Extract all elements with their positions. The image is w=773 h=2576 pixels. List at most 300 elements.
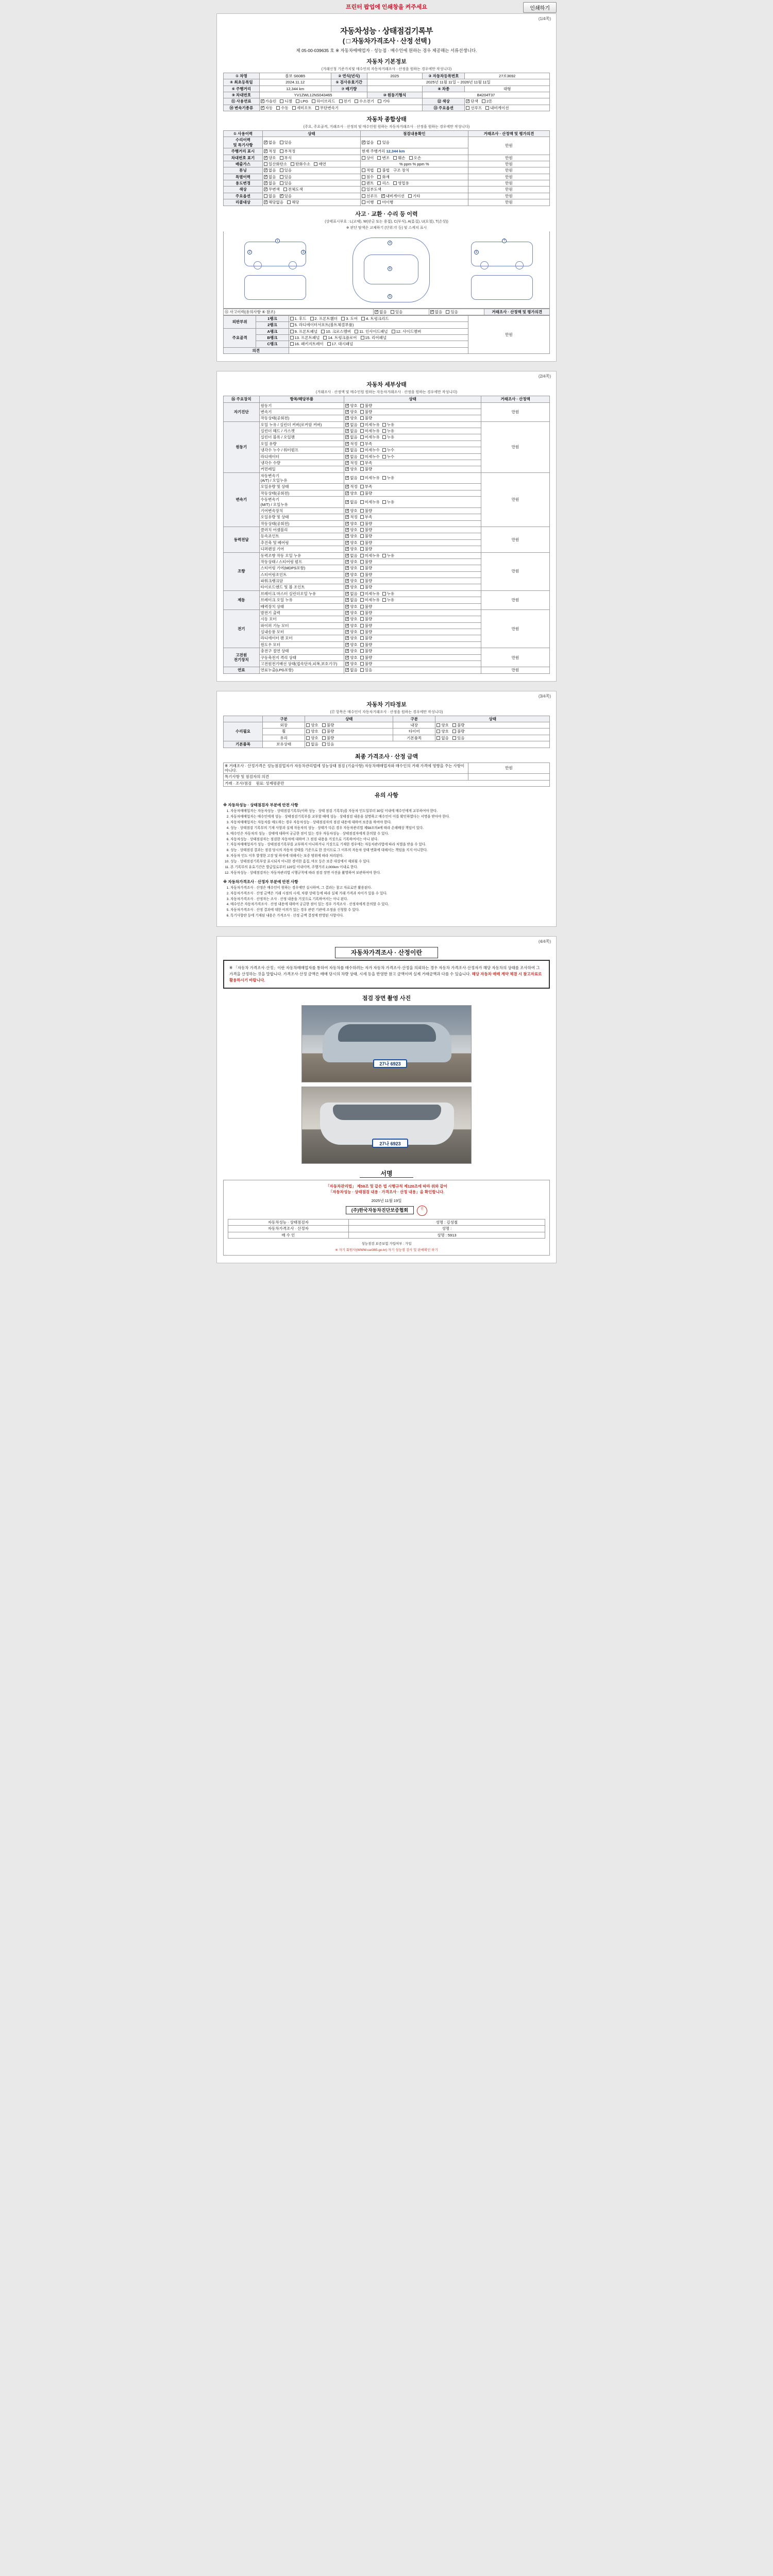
row-label-recall: 리콜대상 — [224, 199, 263, 206]
tire-good[interactable]: 양호 — [436, 729, 449, 734]
value-first-reg: 2024.11.12 — [259, 79, 331, 86]
use-yes[interactable]: 있음 — [280, 181, 292, 185]
detail-opt-2-3-2[interactable]: 누유 — [382, 500, 395, 504]
etc-name-exterior: 외장 — [262, 722, 305, 728]
detail-opt-8-0-1[interactable]: 있음 — [360, 668, 373, 672]
notice-list-1 — [230, 809, 550, 876]
table-row — [228, 1219, 545, 1226]
detail-opt-1-0-0[interactable]: ✓ 없음 — [345, 422, 358, 427]
accident-opinion-head: 거래조사 · 산정액 및 평가의견 — [484, 309, 550, 315]
legend-item-packagetray[interactable]: 16. 패키지트레이 — [290, 342, 324, 346]
detail-opt-4-1-0[interactable]: ✓ 양호 — [345, 560, 358, 564]
detail-opt-1-6-1[interactable]: 부족 — [360, 461, 373, 465]
detail-opt-5-0-0[interactable]: ✓ 없음 — [345, 591, 358, 596]
page-4 — [216, 936, 557, 1263]
fuel-opt-3[interactable]: 하이브리드 — [312, 99, 335, 104]
detail-opt-1-2-0[interactable]: ✓ 없음 — [345, 435, 358, 439]
detail-opt-4-5-1[interactable]: 불량 — [360, 585, 373, 589]
vin-diff[interactable]: 상이 — [362, 156, 374, 160]
detail-opt-2-1-0[interactable]: ✓ 적정 — [345, 484, 358, 489]
notice-section-1-head: ※ 자동차성능 · 상태점검자 부분에 안전 사항 — [223, 803, 298, 808]
color-opt-0[interactable]: ✓ 단색 — [466, 99, 478, 104]
trans-opt-2[interactable]: 세미오토 — [292, 106, 312, 110]
vin-mod[interactable]: 변조 — [377, 156, 390, 160]
detail-item-1-5: 라디에이터 — [259, 453, 344, 460]
detail-item-1-6: 냉각수 수량 — [259, 460, 344, 466]
detail-opt-0-0-1[interactable]: 불량 — [360, 403, 373, 408]
detail-group-6: 전기 — [224, 609, 260, 648]
detail-status-5-1 — [344, 597, 481, 603]
etc-label-basic: 기본품목 — [224, 741, 263, 748]
detail-opt-1-7-1[interactable]: 불량 — [360, 467, 373, 471]
page-number-1: (1/4쪽) — [538, 16, 551, 21]
detail-opt-5-1-1[interactable]: 미세누유 — [360, 598, 380, 602]
table-row — [224, 167, 550, 174]
detail-opt-0-1-1[interactable]: 불량 — [360, 410, 373, 414]
detail-opt-3-3-0[interactable]: ✓ 양호 — [345, 547, 358, 551]
accident-yes[interactable]: 있음 — [391, 310, 403, 314]
etc-col-2: 상태 — [305, 716, 393, 722]
detail-opt-3-2-1[interactable]: 불량 — [360, 540, 373, 545]
page-3 — [216, 691, 557, 927]
license-plate-rear: 27나 6923 — [372, 1139, 408, 1148]
detail-opt-6-1-0[interactable]: ✓ 양호 — [345, 617, 358, 621]
value-vin: YV1ZWL12NS043465 — [259, 92, 367, 98]
row-label-tuning: 튜닝 — [224, 167, 263, 174]
diagram-side-right — [471, 242, 533, 266]
color-full[interactable]: 전체도색 — [283, 187, 303, 192]
detail-opt-7-2-1[interactable]: 불량 — [360, 662, 373, 666]
mainopt-sunroof[interactable]: 선루프 — [362, 194, 378, 198]
detail-opt-3-1-1[interactable]: 불량 — [360, 534, 373, 538]
special-yes[interactable]: 있음 — [280, 175, 292, 179]
detail-opt-4-0-1[interactable]: 미세누유 — [360, 553, 380, 558]
table-row — [224, 199, 550, 206]
detail-opt-7-0-1[interactable]: 불량 — [360, 649, 373, 653]
detail-status-3-0 — [344, 527, 481, 533]
inspection-photo-rear[interactable] — [301, 1087, 472, 1164]
row-state-vin — [262, 155, 360, 161]
detail-opt-4-5-0[interactable]: ✓ 양호 — [345, 585, 358, 589]
notice-item-0: 1. 자동차가격조사 · 산정은 매수인이 원하는 경우에만 실시하며, 그 결과는 참고 자료로만 활용된다. — [230, 886, 550, 891]
detail-status-1-1 — [344, 428, 481, 434]
inspection-photo-front[interactable] — [301, 1005, 472, 1082]
detail-opt-5-0-2[interactable]: 누유 — [382, 591, 395, 596]
special-note-label: 특기사항 및 점검자의 의견 — [224, 774, 468, 780]
vin-good[interactable]: ✓ 양호 — [264, 156, 276, 160]
detail-opt-6-0-0[interactable]: ✓ 양호 — [345, 611, 358, 615]
detail-status-2-5 — [344, 514, 481, 520]
detail-item-5-1: 브레이크 오일 누유 — [259, 597, 344, 603]
detail-opt-1-1-0[interactable]: ✓ 없음 — [345, 429, 358, 433]
trans-opt-0[interactable]: ✓ 자동 — [261, 106, 273, 110]
detail-opt-1-5-1[interactable]: 미세누수 — [360, 454, 380, 459]
detail-status-3-1 — [344, 533, 481, 539]
detail-item-7-2: 고전원전기배선 상태(접속단자,피복,보호기구) — [259, 660, 344, 667]
legend-item-crossmember[interactable]: 10. 크로스멤버 — [321, 329, 351, 334]
signature-date: 2025년 11월 19일 — [371, 1198, 402, 1204]
detail-opt-7-2-0[interactable]: ✓ 양호 — [345, 662, 358, 666]
fuel-options — [259, 98, 422, 105]
detail-opt-7-0-0[interactable]: ✓ 양호 — [345, 649, 358, 653]
detail-opt-2-6-0[interactable]: ✓ 양호 — [345, 521, 358, 526]
basic-yes[interactable]: 있음 — [452, 736, 465, 740]
detail-opt-0-2-0[interactable]: ✓ 양호 — [345, 416, 358, 420]
detail-opt-2-5-1[interactable]: 부족 — [360, 515, 373, 519]
detail-opt-6-3-0[interactable]: ✓ 양호 — [345, 630, 358, 634]
mainopt-etc[interactable]: 기타 — [408, 194, 421, 198]
detail-opt-6-5-0[interactable]: ✓ 양호 — [345, 642, 358, 647]
detail-opt-0-1-0[interactable]: ✓ 양호 — [345, 410, 358, 414]
etc-table — [223, 716, 550, 748]
provider-value: 원료: 성제평준만 — [256, 781, 284, 786]
row-label-mainopt: 주요옵션 — [224, 193, 263, 199]
detail-opt-7-1-1[interactable]: 불량 — [360, 655, 373, 660]
row-state-tuning — [262, 167, 360, 174]
detail-opt-6-4-0[interactable]: ✓ 양호 — [345, 636, 358, 640]
section-overall-title: 자동차 종합상태 — [366, 116, 407, 123]
legend-opinion: 만원 — [468, 315, 549, 353]
detail-opt-4-2-1[interactable]: 불량 — [360, 566, 373, 570]
detail-status-4-4 — [344, 578, 481, 584]
detail-status-3-2 — [344, 539, 481, 546]
row-label-mileage: 주행거리 표시 — [224, 148, 263, 155]
detail-opt-6-2-1[interactable]: 불량 — [360, 623, 373, 628]
detail-opt-5-2-1[interactable]: 불량 — [360, 604, 373, 609]
vin-damage[interactable]: 훼손 — [393, 156, 406, 160]
glass-good[interactable]: 양호 — [306, 736, 318, 740]
detail-opt-3-2-0[interactable]: ✓ 양호 — [345, 540, 358, 545]
detail-opt-1-4-2[interactable]: 누수 — [382, 448, 395, 452]
legend-item-frontpanel-b[interactable]: 13. 프론트패널 — [290, 335, 320, 340]
diagram-marker-2: 2 — [247, 250, 252, 255]
detail-opt-6-3-1[interactable]: 불량 — [360, 630, 373, 634]
special-none[interactable]: ✓ 없음 — [264, 175, 276, 179]
detail-opt-2-4-0[interactable]: ✓ 양호 — [345, 509, 358, 513]
signature-footnote: ※ 자기 회원사(WWW.car365.go.kr) 자기 성능점 검사 및 판매확인 하기 — [335, 1248, 438, 1252]
recall-yes[interactable]: 해당 — [287, 200, 299, 205]
tuning-illegal[interactable]: 불법 — [377, 168, 390, 173]
color-partial[interactable]: 일부도색 — [362, 187, 381, 192]
legend-item-rearpanel[interactable]: 15. 리어패널 — [361, 335, 387, 340]
detail-item-3-1: 등속죠인트 — [259, 533, 344, 539]
provider-row — [224, 780, 550, 786]
repair-check-none[interactable]: ✓ 없음 — [362, 140, 374, 145]
detail-opt-5-0-1[interactable]: 미세누유 — [360, 591, 380, 596]
emission-smoke[interactable]: 매연 — [314, 162, 326, 166]
detail-opt-1-2-2[interactable]: 누유 — [382, 435, 395, 439]
detail-opt-5-2-0[interactable]: ✓ 양호 — [345, 604, 358, 609]
detail-opt-1-7-0[interactable]: ✓ 양호 — [345, 467, 358, 471]
table-row — [224, 741, 550, 748]
legend-item-fender[interactable]: 2. 프론트휀더 — [310, 316, 338, 321]
label-vin: ⑨ 차대번호 — [224, 92, 260, 98]
diagram-marker-3: 3 — [301, 250, 306, 255]
final-price-title: 최종 가격조사 · 산정 금액 — [355, 753, 418, 760]
mainopt-none[interactable]: 없음 — [264, 194, 276, 198]
wheel-bad[interactable]: 불량 — [322, 729, 334, 734]
repair-none[interactable]: ✓없음 — [264, 140, 276, 145]
fuel-opt-2[interactable]: LPG — [296, 99, 308, 104]
detail-opt-1-4-0[interactable]: ✓ 없음 — [345, 448, 358, 452]
detail-opt-1-1-2[interactable]: 누유 — [382, 429, 395, 433]
use-biz[interactable]: 영업용 — [393, 181, 409, 185]
legend-item-radiator[interactable]: 5. 라디에이터서포트(볼트체결부품) — [290, 323, 354, 327]
signature-table — [228, 1219, 545, 1239]
detail-item-4-0: 동력조향 작동 오일 누유 — [259, 552, 344, 558]
sig-role-0: 자동차성능 · 상태점검자 — [228, 1219, 349, 1226]
detail-opt-2-1-1[interactable]: 부족 — [360, 484, 373, 489]
fuel-opt-0[interactable]: ✓ 가솔린 — [261, 99, 277, 104]
fuel-opt-4[interactable]: 전기 — [339, 99, 351, 104]
legend-item-trunk[interactable]: 4. 트렁크리드 — [361, 316, 389, 321]
detail-item-2-5: 오일유량 및 상태 — [259, 514, 344, 520]
section-etc-title: 자동차 기타정보 — [366, 701, 407, 708]
color-nochange[interactable]: ✓ 무변색 — [264, 187, 280, 192]
section-accident-title: 사고 · 교환 · 수리 등 이력 — [355, 211, 418, 217]
detail-opt-1-1-1[interactable]: 미세누유 — [360, 429, 380, 433]
special-fire[interactable]: 화재 — [377, 175, 390, 179]
detail-opt-2-0-1[interactable]: 미세누유 — [360, 476, 380, 480]
vin-rust[interactable]: 부식 — [280, 156, 292, 160]
fuel-opt-5[interactable]: 수소전기 — [355, 99, 374, 104]
detail-opt-4-3-0[interactable]: ✓ 양호 — [345, 572, 358, 577]
detail-opt-2-6-1[interactable]: 불량 — [360, 521, 373, 526]
legend-item-sidemember[interactable]: 12. 사이드멤버 — [392, 329, 422, 334]
tuning-legal[interactable]: 적법 — [362, 168, 374, 173]
detail-group-5: 제동 — [224, 590, 260, 609]
value-engine-type: B4204T37 — [423, 92, 550, 98]
tuning-none[interactable]: ✓ 없음 — [264, 168, 276, 173]
row-check-mainopt — [360, 193, 468, 199]
detail-opt-2-2-0[interactable]: ✓ 양호 — [345, 491, 358, 496]
detail-opt-0-0-0[interactable]: ✓ 양호 — [345, 403, 358, 408]
fuel-opt-6[interactable]: 기타 — [378, 99, 390, 104]
detail-opt-6-4-1[interactable]: 불량 — [360, 636, 373, 640]
tire-bad[interactable]: 불량 — [452, 729, 465, 734]
int-good[interactable]: 양호 — [436, 723, 449, 727]
guide-box — [223, 960, 550, 989]
repair-yes[interactable]: 있음 — [280, 140, 292, 145]
notice-item-10: 11. 본 기록부의 유효기간은 발급일로부터 120일 이내이며, 주행거리 2,000km 이내로 한다. — [230, 865, 550, 870]
legend-items-2 — [289, 322, 468, 328]
notice-item-4: 5. 자동차가격조사 · 산정 결과에 대한 이의가 있는 경우 관련 기관에 조정을 신청할 수 있다. — [230, 908, 550, 913]
basic-none[interactable]: 없음 — [436, 736, 449, 740]
signature-box — [223, 1180, 550, 1256]
opt-sunroof[interactable]: 선루프 — [466, 106, 482, 110]
detail-opt-4-0-0[interactable]: ✓ 없음 — [345, 553, 358, 558]
trans-opt-3[interactable]: 무단변속기 — [315, 106, 339, 110]
legend-item-hood[interactable]: 1. 후드 — [290, 316, 307, 321]
emission-co[interactable]: 일산화탄소 — [264, 162, 287, 166]
etc-name-hold: 보유상태 — [262, 741, 305, 748]
use-none[interactable]: ✓ 없음 — [264, 181, 276, 185]
detail-opt-1-3-0[interactable]: ✓ 적정 — [345, 442, 358, 446]
table-row — [224, 193, 550, 199]
tuning-yes[interactable]: 있음 — [280, 168, 292, 173]
print-warning: 프린터 팝업에 인쇄창을 켜주세요 — [346, 4, 427, 10]
detail-opt-2-0-0[interactable]: ✓없음 — [345, 476, 358, 480]
row-check-emission: % ppm % ppm % — [360, 161, 468, 167]
detail-table — [223, 396, 550, 674]
legend-item-trunkfloor[interactable]: 14. 트렁크플로어 — [323, 335, 357, 340]
detail-opt-2-2-1[interactable]: 불량 — [360, 491, 373, 496]
detail-status-1-3 — [344, 440, 481, 447]
legend-frame-label: 주요골격 — [224, 328, 256, 347]
legend-item-insidepanel[interactable]: 11. 인사이드패널 — [355, 329, 388, 334]
special-flood[interactable]: 침수 — [362, 175, 374, 179]
detail-item-1-2: 실린더 블록 / 오일팬 — [259, 434, 344, 440]
hold-yes[interactable]: 있음 — [322, 742, 334, 747]
print-button[interactable]: 인쇄하기 — [523, 2, 557, 13]
col-usage: ① 사용이력 — [224, 131, 263, 137]
accident-none[interactable]: ✓ 없음 — [375, 310, 387, 314]
recall-na[interactable]: ✓ 해당없음 — [264, 200, 283, 205]
detail-opt-3-0-1[interactable]: 불량 — [360, 528, 373, 532]
repair-check-yes[interactable]: 있음 — [377, 140, 390, 145]
recall-done[interactable]: 이행 — [362, 200, 374, 205]
detail-opt-2-3-0[interactable]: ✓없음 — [345, 500, 358, 504]
detail-opt-1-2-1[interactable]: 미세누유 — [360, 435, 380, 439]
value-plate: 27로3692 — [465, 73, 550, 79]
detail-opt-6-1-1[interactable]: 불량 — [360, 617, 373, 621]
opinion-repair: 만원 — [468, 137, 549, 155]
detail-opt-4-2-0[interactable]: ✓ 양호 — [345, 566, 358, 570]
label-displacement: ⑦ 배기량 — [331, 86, 367, 92]
table-row — [224, 137, 550, 148]
detail-estimate-7: 만원 — [481, 648, 550, 667]
signature-bottom: 성능점검 보증보험 가입여부 : 가입 — [361, 1242, 412, 1246]
row-check-usechange — [360, 180, 468, 187]
label-car-name: ① 차명 — [224, 73, 260, 79]
detail-opt-8-0-0[interactable]: ✓ 없음 — [345, 668, 358, 672]
detail-opt-1-5-0[interactable]: ✓ 없음 — [345, 454, 358, 459]
signature-confirm-2: 「자동차성능 · 상태점검 내용 · 가격조사 · 산정 내용」을 확인합니다. — [328, 1190, 445, 1195]
legend-comment-value — [289, 347, 468, 353]
row-state-color — [262, 187, 360, 193]
detail-opt-1-6-0[interactable]: ✓ 적정 — [345, 461, 358, 465]
wheel-good[interactable]: 양호 — [306, 729, 318, 734]
option-list — [465, 105, 550, 111]
opt-nav[interactable]: 내비게이션 — [485, 106, 509, 110]
sig-name-1: 성명 : — [348, 1226, 545, 1232]
detail-opt-1-0-2[interactable]: 누유 — [382, 422, 395, 427]
fuel-opt-1[interactable]: 디젤 — [280, 99, 292, 104]
ext-bad[interactable]: 불량 — [322, 723, 334, 727]
col-state: 상태 — [262, 131, 360, 137]
detail-opt-4-1-1[interactable]: 불량 — [360, 560, 373, 564]
row-state-repair — [262, 137, 360, 148]
table-row — [224, 105, 550, 111]
detail-opt-0-2-1[interactable]: 불량 — [360, 416, 373, 420]
detail-opt-2-4-1[interactable]: 불량 — [360, 509, 373, 513]
mileage-bad[interactable]: 부적정 — [280, 149, 296, 154]
table-row — [224, 155, 550, 161]
detail-opt-7-1-0[interactable]: ✓ 양호 — [345, 655, 358, 660]
detail-opt-2-5-0[interactable]: ✓ 적정 — [345, 515, 358, 519]
detail-opt-2-3-1[interactable]: 미세누유 — [360, 500, 380, 504]
detail-opt-3-3-1[interactable]: 불량 — [360, 547, 373, 551]
legend-item-frontpanel[interactable]: 9. 프론트패널 — [290, 329, 318, 334]
emission-hc[interactable]: 탄화수소 — [291, 162, 310, 166]
row-label-color: 색상 — [224, 187, 263, 193]
row-check-color — [360, 187, 468, 193]
car-damage-diagram[interactable] — [223, 231, 550, 309]
detail-opt-2-0-2[interactable]: 누유 — [382, 476, 395, 480]
table-row — [224, 722, 550, 728]
int-bad[interactable]: 불량 — [452, 723, 465, 727]
vin-dirty[interactable]: 오손 — [409, 156, 422, 160]
notice-item-0: 1. 자동차매매업자는 자동차성능 · 상태점검기록부(이하 성능 · 상태 점검 기록부)를 자동차 인도일부터 30일 이내에 매수인에게 교부하여야 한다. — [230, 809, 550, 814]
page-2 — [216, 371, 557, 682]
detail-item-6-2: 와이퍼 기능 모터 — [259, 622, 344, 629]
table-row — [224, 527, 550, 533]
detail-opt-1-3-1[interactable]: 부족 — [360, 442, 373, 446]
detail-status-4-0 — [344, 552, 481, 558]
accident-status-opts — [374, 309, 429, 315]
use-rent[interactable]: 렌트 — [362, 181, 374, 185]
table-row — [228, 1232, 545, 1238]
detail-opt-3-1-0[interactable]: ✓ 양호 — [345, 534, 358, 538]
section-etc-note: (⑰ 항목은 매수인이 자동차거래조사 · 산정을 원하는 경우에만 작성니다) — [330, 710, 443, 714]
legend-item-dashpanel[interactable]: 17. 대시패널 — [327, 342, 354, 346]
detail-opt-3-0-0[interactable]: ✓ 양호 — [345, 528, 358, 532]
mainopt-nav[interactable]: ✓ 내비게이션 — [381, 194, 405, 198]
color-opt-1[interactable]: 2톤 — [482, 99, 492, 104]
detail-status-2-3 — [344, 497, 481, 508]
detail-opt-5-1-0[interactable]: ✓ 없음 — [345, 598, 358, 602]
detail-group-2: 변속기 — [224, 472, 260, 527]
etc-name-interior: 내장 — [393, 722, 435, 728]
detail-item-6-1: 시동 모터 — [259, 616, 344, 622]
mainopt-yes[interactable]: ✓ 있음 — [280, 194, 292, 198]
label-first-reg: ④ 최초등록일 — [224, 79, 260, 86]
mileage-ok[interactable]: ✓ 적정 — [264, 149, 276, 154]
simple-none[interactable]: ✓ 없음 — [430, 310, 443, 314]
detail-opt-6-0-1[interactable]: 불량 — [360, 611, 373, 615]
doc-serial-line: 제 05-00-039635 호 ※ 자동차매매업자 · 성능점 · 매수인에 원하는 경우 제공해는 서류선생니다. — [296, 47, 477, 53]
detail-opt-4-0-2[interactable]: 누유 — [382, 553, 395, 558]
detail-opt-1-5-2[interactable]: 누수 — [382, 454, 395, 459]
detail-opt-1-0-1[interactable]: 미세누유 — [360, 422, 380, 427]
row-state-mileage — [262, 148, 360, 155]
detail-opt-5-1-2[interactable]: 누유 — [382, 598, 395, 602]
recall-undone[interactable]: 미이행 — [377, 200, 393, 205]
diagram-wheel-2 — [289, 261, 297, 269]
detail-item-1-1: 실린더 헤드 / 가스켓 — [259, 428, 344, 434]
page-number-4: (4/4쪽) — [538, 939, 551, 944]
glass-bad[interactable]: 불량 — [322, 736, 334, 740]
detail-opt-6-5-1[interactable]: 불량 — [360, 642, 373, 647]
simple-yes[interactable]: 있음 — [446, 310, 458, 314]
legend-rank-1: 1랭크 — [256, 315, 289, 321]
detail-opt-4-4-0[interactable]: ✓ 양호 — [345, 579, 358, 583]
detail-opt-4-4-1[interactable]: 불량 — [360, 579, 373, 583]
row-label-special: 특별이력 — [224, 174, 263, 180]
use-lease[interactable]: 리스 — [377, 181, 390, 185]
legend-item-door[interactable]: 3. 도어 — [341, 316, 358, 321]
detail-opt-1-4-1[interactable]: 미세누수 — [360, 448, 380, 452]
ext-good[interactable]: 양호 — [306, 723, 318, 727]
trans-opt-1[interactable]: 수동 — [276, 106, 289, 110]
hold-none[interactable]: 없음 — [306, 742, 318, 747]
detail-table-body — [224, 402, 550, 673]
detail-opt-4-3-1[interactable]: 불량 — [360, 572, 373, 577]
detail-opt-6-2-0[interactable]: ✓ 양호 — [345, 623, 358, 628]
opinion-usechange: 만원 — [468, 180, 549, 187]
detail-item-6-5: 윈도우 모터 — [259, 641, 344, 648]
detail-item-0-1: 변속기 — [259, 409, 344, 415]
